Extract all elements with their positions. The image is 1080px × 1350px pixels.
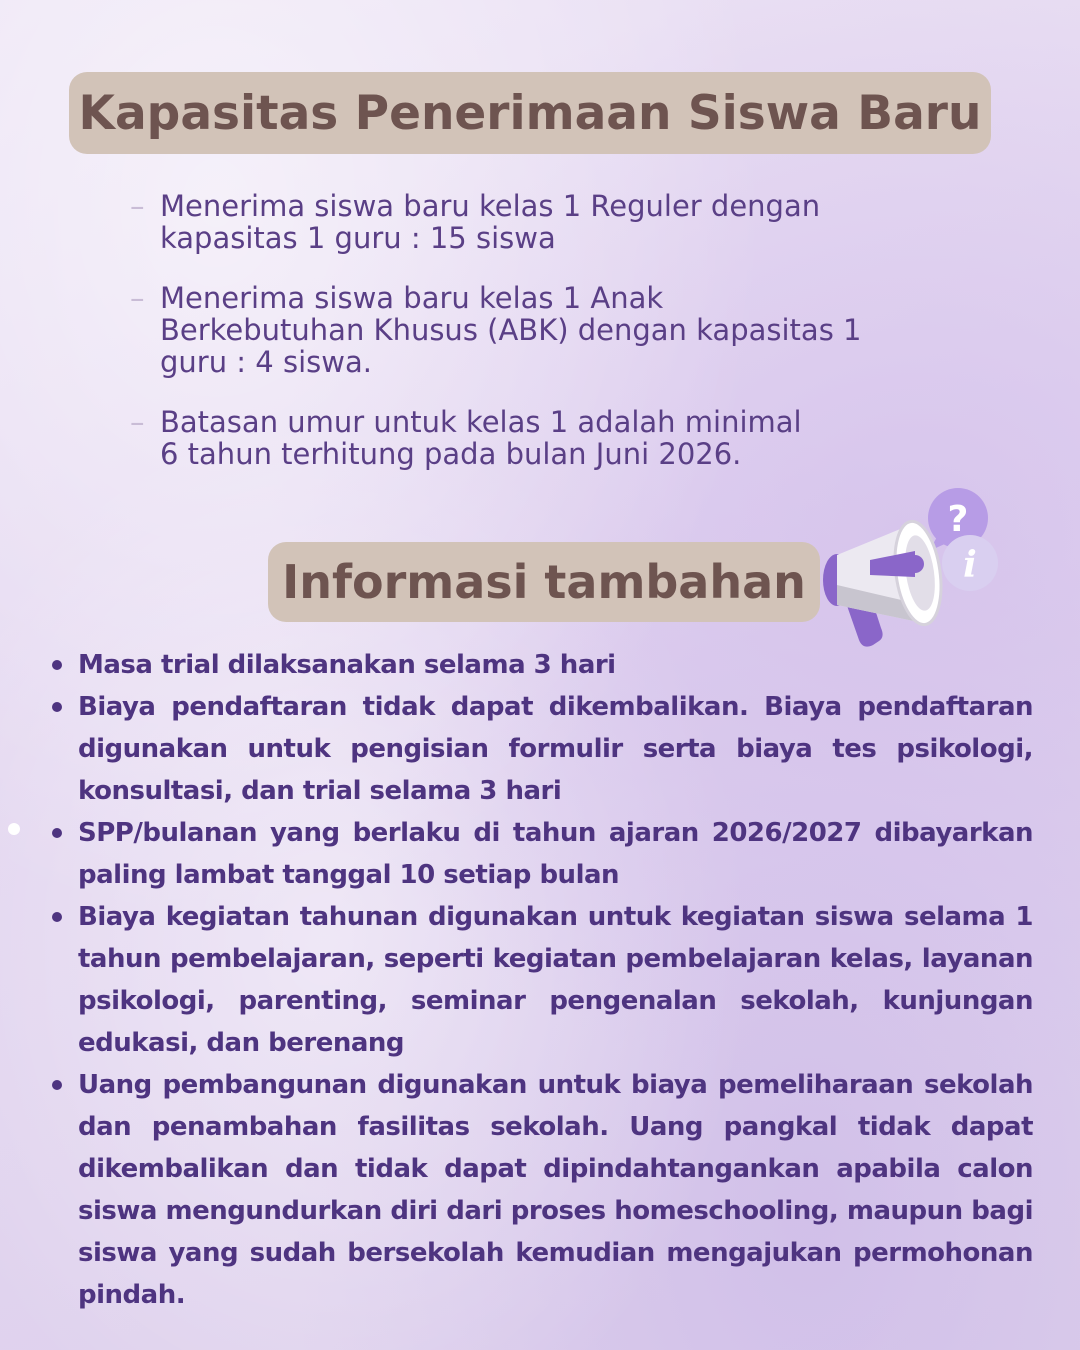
list-item: SPP/bulanan yang berlaku di tahun ajaran 2026/2027 dibayarkan paling lambat tanggal 10 setiap bulan — [78, 812, 1033, 896]
list-item: Biaya kegiatan tahunan digunakan untuk kegiatan siswa selama 1 tahun pembelajaran, seperti kegiatan pembelajaran kelas, layanan psikologi, parenting, seminar pengenalan sekolah, kunjungan edukasi, dan berenang — [78, 896, 1033, 1064]
list-item-line: guru : 4 siswa. — [160, 345, 372, 379]
section-title-kapasitas: Kapasitas Penerimaan Siswa Baru — [69, 72, 991, 154]
requirements-list — [160, 190, 940, 498]
svg-text:?: ? — [947, 499, 969, 540]
list-item — [160, 282, 940, 378]
info-bubble-icon — [942, 535, 998, 591]
list-item-line: – Batasan umur untuk kelas 1 adalah minimal — [160, 405, 802, 439]
list-item-line: – Menerima siswa baru kelas 1 Anak — [160, 281, 664, 315]
list-item: Masa trial dilaksanakan selama 3 hari — [78, 644, 1033, 686]
megaphone-icon — [815, 485, 1005, 655]
list-item: Uang pembangunan digunakan untuk biaya pemeliharaan sekolah dan penambahan fasilitas sekolah. Uang pangkal tidak dapat dikembalikan dan tidak dapat dipindahtangankan apabila calon siswa mengundurkan diri dari proses homeschooling, maupun bagi siswa yang sudah bersekolah kemudian mengajukan permohonan pindah. — [78, 1064, 1033, 1316]
list-item — [160, 190, 940, 254]
list-item-line: kapasitas 1 guru : 15 siswa — [160, 221, 556, 255]
information-list — [78, 644, 1033, 1316]
list-item-line: – Menerima siswa baru kelas 1 Reguler dengan — [160, 189, 821, 223]
list-item-line: 6 tahun terhitung pada bulan Juni 2026. — [160, 437, 742, 471]
decorative-dot — [8, 823, 20, 835]
list-item: Biaya pendaftaran tidak dapat dikembalikan. Biaya pendaftaran digunakan untuk pengisian formulir serta biaya tes psikologi, konsultasi, dan trial selama 3 hari — [78, 686, 1033, 812]
section-title-informasi: Informasi tambahan — [268, 542, 820, 622]
list-item — [160, 406, 940, 470]
list-item-line: Berkebutuhan Khusus (ABK) dengan kapasitas 1 — [160, 313, 862, 347]
svg-text:i: i — [963, 544, 977, 586]
